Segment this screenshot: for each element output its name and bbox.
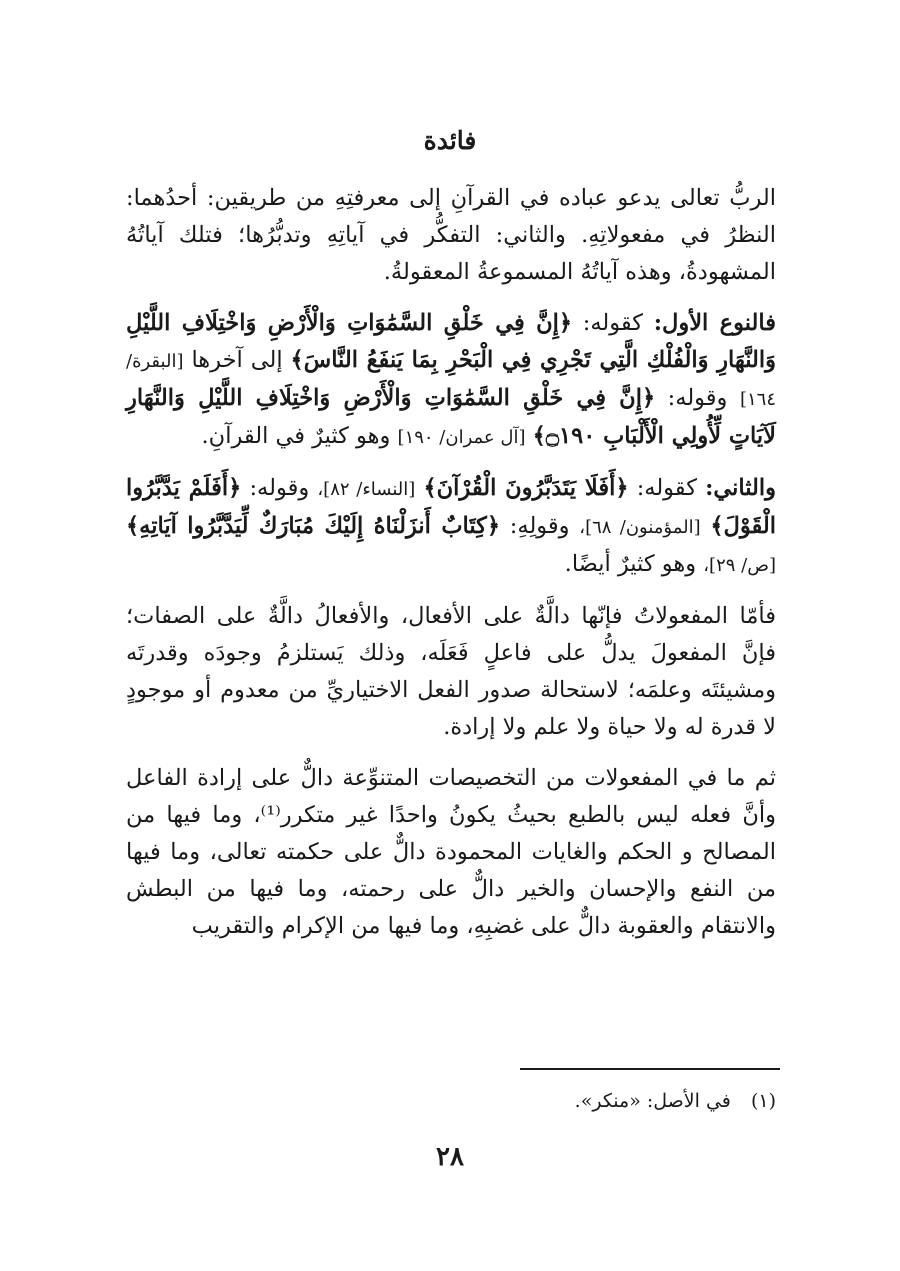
paragraph-effects [126,598,776,746]
quran-verse: ﴿كِتَابٌ أَنزَلْنَاهُ إِلَيْكَ مُبَارَكٌ لِّيَدَّبَّرُوا آيَاتِهِ﴾ [126,513,501,539]
paragraph-text: الربُّ تعالى يدعو عباده في القرآنِ إلى معرفتِهِ من طريقين: أحدُهما: النظرُ في مفعولاتِهِ. والثاني: التفكُّر في آياتِهِ وتدبُّرُها؛ فتلك آياتُهُ المشهودةُ، وهذه آياتُهُ المسموعةُ المعقولةُ. [126,185,776,285]
paragraph-intro [126,180,776,291]
paragraph-second-type [126,470,776,584]
intro-text: كقوله: [582,310,643,336]
paragraph-text: ثم ما في المفعولات من التخصيصات المتنوِّعة دالٌّ على إرادة الفاعل وأنَّ فعله ليس بالطبع بحيثُ يكونُ واحدًا غير متكرر⁽¹⁾، وما فيها من المصالح و الحكم والغايات المحمودة دالٌّ على حكمته تعالى، وما فيها من النفع والإحسان والخير دالٌّ على رحمته، وما فيها من البطش والانتقام والعقوبة دالٌّ على غضبِهِ، وما فيها من الإكرام والتقريب [126,765,776,939]
intro-text: كقوله: [636,475,697,501]
page-number: ٢٨ [436,1142,464,1172]
verse-reference: [المؤمنون/ ٦٨]، [579,517,701,538]
lead-term: فالنوع الأول: [653,310,776,336]
lead-term: والثاني: [705,475,777,501]
quran-verse: ﴿إِنَّ فِي خَلْقِ السَّمَٰوَاتِ وَالْأَرْضِ وَاخْتِلَافِ اللَّيْلِ وَالنَّهَارِ لَآيَاتٍ لِّأُولِي الْأَلْبَابِ ۝١٩٠﴾ [126,385,776,449]
closing-text: وهو كثيرٌ أيضًا. [564,551,697,577]
page-body [126,180,776,959]
paragraph-first-type [126,305,776,456]
verse-reference: [ص/ ٢٩]، [703,555,776,576]
page-title: فائدة [423,126,477,155]
verse-reference: [البقرة/ ١٦٤] [126,351,776,410]
paragraph-specifications [126,760,776,945]
connector-text: وقوله: [667,385,728,411]
quran-verse: ﴿أَفَلَا يَتَدَبَّرُونَ الْقُرْآنَ﴾ [423,475,629,501]
quran-verse: ﴿إِنَّ فِي خَلْقِ السَّمَٰوَاتِ وَالْأَرْضِ وَاخْتِلَافِ اللَّيْلِ وَالنَّهَارِ وَالْفُلْكِ الَّتِي تَجْرِي فِي الْبَحْرِ بِمَا يَنفَعُ النَّاسَ﴾ [126,310,777,373]
closing-text: وهو كثيرٌ في القرآنِ. [201,423,391,449]
footnote-text: في الأصل: «منكر». [574,1090,731,1112]
connector-text: وقولِهِ: [509,513,570,539]
verse-reference: [آل عمران/ ١٩٠] [397,427,526,448]
connector-text: وقوله: [249,475,310,501]
paragraph-text: فأمّا المفعولاتُ فإنّها دالَّةٌ على الأفعال، والأفعالُ دالَّةٌ على الصفات؛ فإنَّ المفعولَ يدلُّ على فاعلٍ فَعَلَه، وذلك يَستلزمُ وجودَه وقدرتَه ومشيئتَه وعلمَه؛ لاستحالة صدور الفعل الاختياريِّ من معدوم أو موجودٍ لا قدرة له ولا حياة ولا علم ولا إرادة. [126,603,776,740]
verse-reference: [النساء/ ٨٢]، [317,479,416,500]
footnote [126,1086,776,1116]
quran-verse: ﴿أَفَلَمْ يَدَّبَّرُوا الْقَوْلَ﴾ [126,475,777,539]
footnote-divider [520,1068,780,1070]
footnote-number: (١) [750,1090,776,1112]
connector-text: إلى آخرها [191,347,283,373]
